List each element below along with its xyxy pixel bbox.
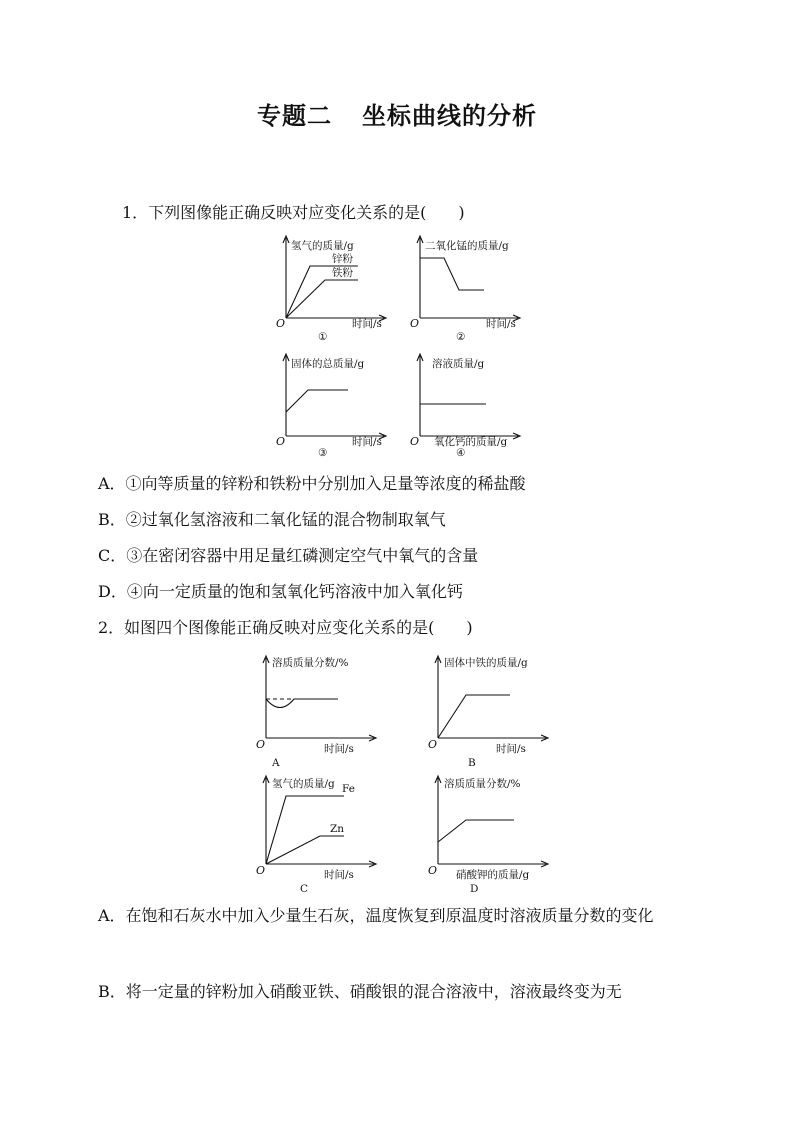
graph-number: ② xyxy=(456,331,466,343)
origin: O xyxy=(276,435,286,448)
x-label: 时间/s xyxy=(324,869,354,881)
graph-number: ① xyxy=(318,331,328,343)
graph-letter: C xyxy=(300,883,309,895)
origin: O xyxy=(276,317,286,330)
y-label: 溶质质量分数/% xyxy=(444,778,521,790)
q2-graph-d xyxy=(426,774,556,898)
kno3-fraction-curve xyxy=(438,820,514,842)
q1-option-c: C．③在密闭容器中用足量红磷测定空气中氧气的含量 xyxy=(98,546,479,565)
origin: O xyxy=(428,864,438,877)
q1-graph-3 xyxy=(270,352,390,462)
x-label: 氧化钙的质量/g xyxy=(434,436,508,448)
iron-label: 铁粉 xyxy=(332,267,353,279)
zn-curve xyxy=(266,836,344,864)
y-label: 溶液质量/g xyxy=(432,358,485,370)
y-label: 氢气的质量/g xyxy=(272,778,335,790)
q2-option-b: B．将一定量的锌粉加入硝酸亚铁、硝酸银的混合溶液中，溶液最终变为无 xyxy=(98,982,622,1001)
origin: O xyxy=(410,317,420,330)
q1-option-d: D．④向一定质量的饱和氢氧化钙溶液中加入氧化钙 xyxy=(98,582,463,601)
y-label: 氢气的质量/g xyxy=(291,240,354,252)
title-part1: 专题二 xyxy=(257,102,332,130)
graph-letter: D xyxy=(470,883,479,895)
q2-graph-c xyxy=(254,774,384,898)
x-label: 时间/s xyxy=(352,436,382,448)
q1-graph-4 xyxy=(404,352,524,462)
zn-label: Zn xyxy=(330,823,345,835)
graph-number: ③ xyxy=(318,447,328,459)
y-label: 固体中铁的质量/g xyxy=(444,657,528,669)
q1-option-b: B．②过氧化氢溶液和二氧化锰的混合物制取氧气 xyxy=(98,510,446,529)
x-label: 时间/s xyxy=(486,318,516,330)
zinc-label: 锌粉 xyxy=(332,253,353,265)
title-part2: 坐标曲线的分析 xyxy=(362,102,537,130)
x-label: 时间/s xyxy=(496,743,526,755)
iron-curve xyxy=(286,280,358,318)
solid-mass-curve xyxy=(286,390,348,412)
y-label: 二氧化锰的质量/g xyxy=(425,240,509,252)
graph-letter: A xyxy=(272,757,280,769)
origin: O xyxy=(256,864,266,877)
question-2-stem: 2．如图四个图像能正确反映对应变化关系的是( ) xyxy=(98,618,473,637)
graph-letter: B xyxy=(468,757,476,769)
mass-fraction-curve xyxy=(266,699,338,708)
origin: O xyxy=(256,738,266,751)
iron-mass-curve xyxy=(438,695,510,738)
q1-option-a: A．①向等质量的锌粉和铁粉中分别加入足量等浓度的稀盐酸 xyxy=(98,474,526,493)
graph-number: ④ xyxy=(456,447,466,459)
origin: O xyxy=(410,435,420,448)
x-label: 硝酸钾的质量/g xyxy=(456,869,530,881)
x-label: 时间/s xyxy=(324,743,354,755)
q2-graph-b xyxy=(426,654,556,770)
q1-graph-2 xyxy=(404,234,524,344)
q1-graph-1 xyxy=(270,234,390,344)
question-1-stem: 1．下列图像能正确反映对应变化关系的是( ) xyxy=(122,203,465,222)
origin: O xyxy=(428,738,438,751)
fe-label: Fe xyxy=(342,783,355,795)
q2-option-a: A．在饱和石灰水中加入少量生石灰，温度恢复到原温度时溶液质量分数的变化 xyxy=(98,906,654,925)
y-label: 溶质质量分数/% xyxy=(272,657,349,669)
mno2-curve xyxy=(420,258,484,290)
page-title xyxy=(0,96,794,131)
y-label: 固体的总质量/g xyxy=(291,358,365,370)
q2-graph-a xyxy=(254,654,384,770)
x-label: 时间/s xyxy=(352,318,382,330)
